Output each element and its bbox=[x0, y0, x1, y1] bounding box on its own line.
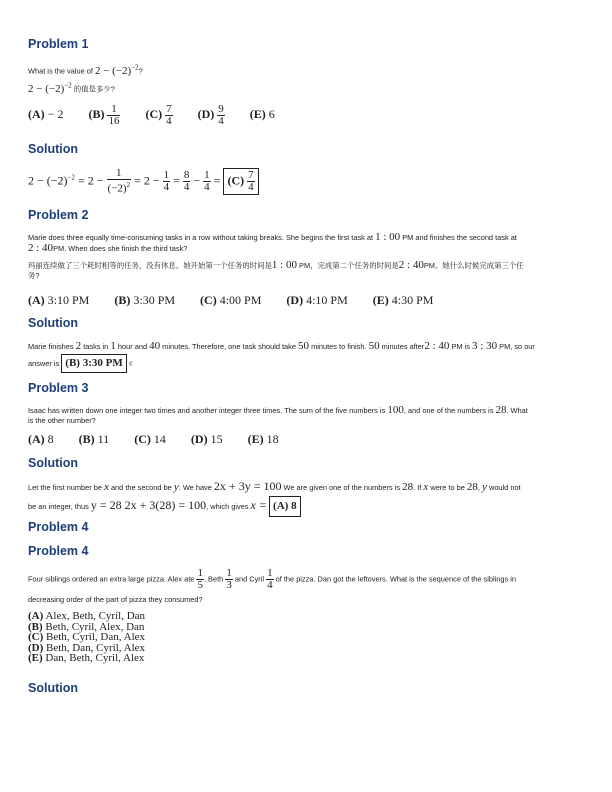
choice-b: (B) 11 bbox=[78, 432, 110, 446]
choice-d: (D) 15 bbox=[190, 432, 223, 446]
problem-1-question-zh bbox=[28, 80, 584, 95]
option-a: (A) Alex, Beth, Cyril, Dan bbox=[28, 610, 146, 622]
problem-1-answer-box: (C) $\frac{7}{4}$ bbox=[223, 168, 258, 195]
option-b: (B) Beth, Cyril, Alex, Dan bbox=[28, 620, 145, 633]
q1-text: What is the value of bbox=[28, 66, 95, 76]
problem-3-question: Isaac has written down one integer two times and another integer three times. The sum of the five numbers is 100, and one of the numbers is 28. What is the other number? bbox=[28, 404, 528, 425]
choice-d: (D) 4:10 PM bbox=[286, 293, 348, 307]
choice-c: (C) 4:00 PM bbox=[200, 293, 262, 307]
problem-1-heading: Problem 1 bbox=[28, 37, 89, 51]
option-d: (D) Beth, Dan, Cyril, Alex bbox=[28, 641, 146, 654]
problem-2-choices bbox=[28, 293, 455, 308]
problem-3-answer-box: (A) 8 bbox=[269, 496, 301, 517]
problem-2-heading: Problem 2 bbox=[28, 208, 89, 222]
q1-post: ? bbox=[138, 66, 143, 76]
choice-d: (D) $\frac{9}{4}$ bbox=[197, 103, 224, 127]
choice-e: (E) 4:30 PM bbox=[372, 293, 434, 307]
problem-2-answer-box: (B) 3:30 PM bbox=[61, 354, 126, 373]
problem-1-solution: $2 - (-2)^{-2} = 2$ − $\frac{1}{(-2)^2}$ = 2 − $\frac{1}{4}$ = $\frac{8}{4}$ − $\frac{1}{4}$ = (C) $\frac{7}{4}$ bbox=[28, 168, 584, 195]
problem-4-options bbox=[28, 611, 145, 664]
problem-4-question: Four siblings ordered an extra large pizza. Alex ate $\frac{1}{5}$ , Beth $\frac{1}{3}$ and Cyril $\frac{1}{4}$ of the pizza. Dan got the leftovers. What is the sequence of the siblings in decreasing order of the part of pizza they consumed? bbox=[28, 567, 516, 604]
problem-1-choices bbox=[28, 104, 297, 127]
choice-c: (C) 14 bbox=[134, 432, 166, 446]
problem-4-solution-heading: Solution bbox=[28, 681, 78, 695]
choice-b: (B) $\frac{1}{16}$ bbox=[88, 103, 120, 127]
problem-4-heading-first: Problem 4 bbox=[28, 520, 89, 534]
option-c: (C) Beth, Cyril, Dan, Alex bbox=[28, 631, 146, 643]
choice-a: (A) 3:10 PM bbox=[28, 293, 90, 307]
q1-expression: $2 - (-2)^{-2}$ bbox=[94, 63, 139, 77]
option-e: (E) Dan, Beth, Cyril, Alex bbox=[28, 652, 145, 664]
choice-c: (C) $\frac{7}{4}$ bbox=[145, 103, 172, 127]
problem-4-heading: Problem 4 bbox=[28, 544, 89, 558]
choice-e: (E) 6 bbox=[249, 107, 275, 122]
problem-2-solution-heading: Solution bbox=[28, 316, 78, 330]
choice-e: (E) 18 bbox=[247, 432, 279, 446]
problem-3-solution-heading: Solution bbox=[28, 456, 78, 470]
problem-3-solution: Let the first number be x and the second be y. We have 2x + 3y = 100 We are given one of the numbers is 28. If x were to be 28, y would not be an integer, thus y = 28 2x + 3(28) = 100, which gives x = (A) 8 bbox=[28, 478, 584, 517]
q1-zh-expression: $2 - (-2)^{-2}$ bbox=[28, 81, 72, 95]
problem-2-question-en: Marie does three equally time-consuming tasks in a row without taking breaks. She begins the first task at 1 : 00 PM and finishes the second task at 2 : 40PM. When does she finish the third task? bbox=[28, 231, 517, 254]
choice-b: (B) 3:30 PM bbox=[114, 293, 176, 307]
problem-1-question-en bbox=[28, 62, 584, 77]
problem-1-solution-heading: Solution bbox=[28, 142, 78, 156]
problem-2-solution: Marie finishes 2 tasks in 1 hour and 40 minutes. Therefore, one task should take 50 minutes to finish. 50 minutes after2 : 40 PM is 3 : 30 PM, so our answer is (B) 3:30 PM ¢ bbox=[28, 339, 584, 373]
choice-a: (A) − 2 bbox=[28, 107, 64, 122]
problem-3-heading: Problem 3 bbox=[28, 381, 89, 395]
choice-a: (A) 8 bbox=[28, 432, 54, 446]
problem-2-question-zh: 玛丽连续做了三个耗时相等的任务，没有休息。她开始第一个任务的时间是1 : 00 PM，完成第二个任务的时间是2 : 40PM。她什么时候完成第三个任 务? bbox=[28, 259, 524, 280]
q1-zh-post: 的值是多少? bbox=[71, 84, 115, 94]
problem-3-choices bbox=[28, 432, 301, 447]
